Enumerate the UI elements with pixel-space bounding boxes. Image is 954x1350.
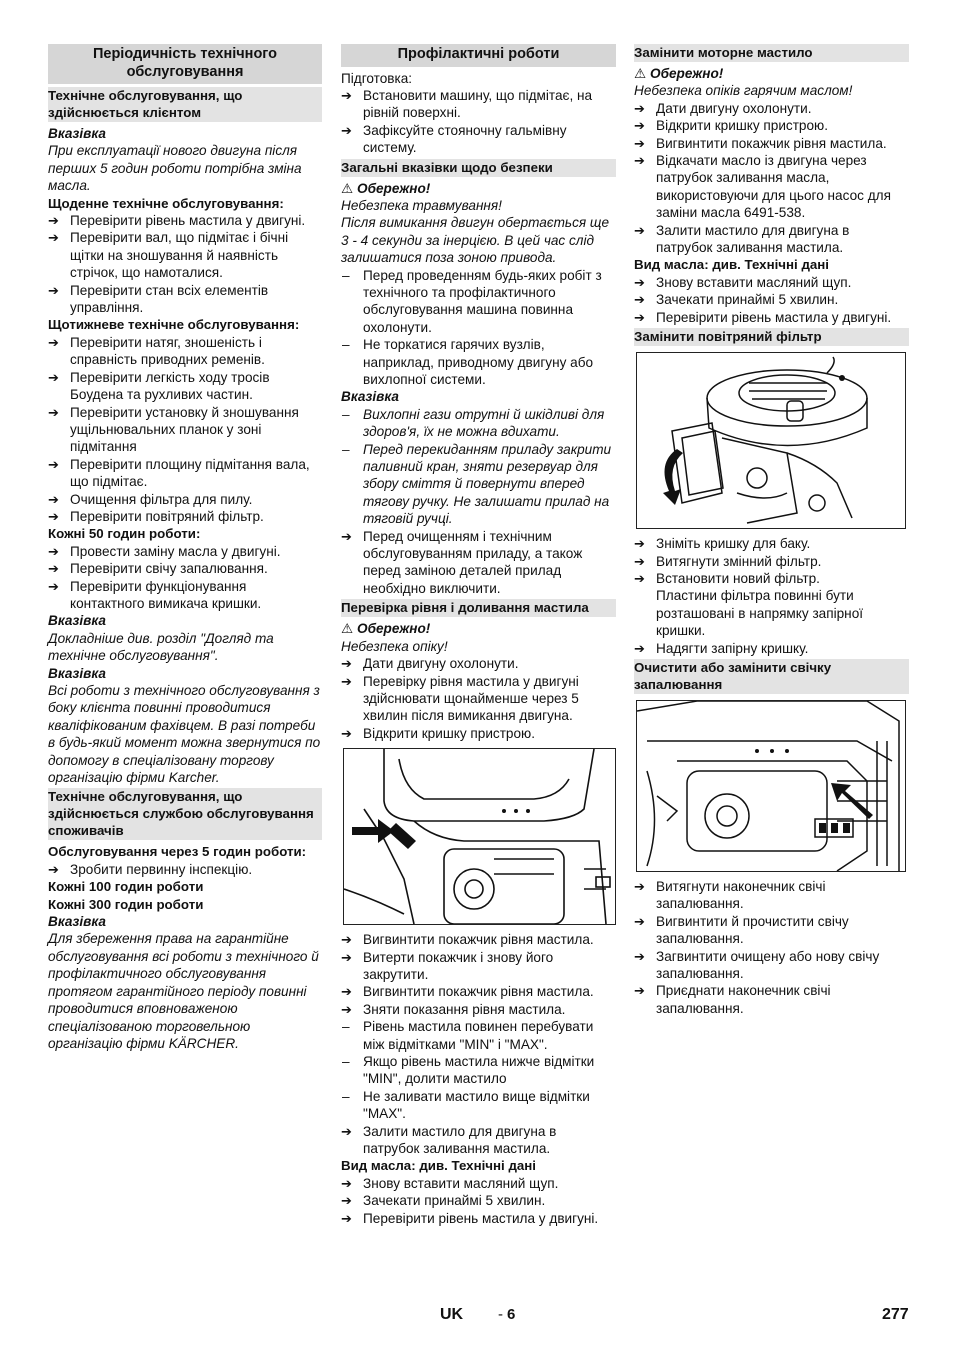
list-item: ➔ Вигвинтити й прочистити свічу запалювання.: [634, 913, 909, 948]
note-text: При експлуатації нового двигуна після перших 5 годин роботи потрібна зміна масла.: [48, 143, 302, 194]
list-item: ➔ Перед очищенням і технічним обслуговуванням приладу, а також перед заміною деталей прилад необхідно виключити.: [341, 528, 616, 598]
list-item: ➔ Перевірити рівень мастила у двигуні.: [48, 212, 322, 229]
heading-5-hours: Обслуговування через 5 годин роботи:: [48, 844, 307, 860]
list-item: – Перед проведенням будь-яких робіт з технічного та профілактичного обслуговування машина повинна охолонути.: [341, 267, 616, 337]
heading-client-maintenance: Технічне обслуговування, що здійснюється клієнтом: [48, 87, 322, 122]
prep-label: Підготовка:: [341, 70, 413, 86]
list-item: – Не заливати мастило вище відмітки "MAX".: [341, 1088, 616, 1123]
list-item: ➔ Витягнути змінний фільтр.: [634, 553, 909, 570]
list-item: ➔ Витерти покажчик і знову його закрутити.: [341, 949, 616, 984]
oil-type-reference: Вид масла: див. Технічні дані: [634, 257, 830, 273]
list-item: – Рівень мастила повинен перебувати між відмітками "MIN" і "MAX".: [341, 1018, 616, 1053]
list-item: ➔ Вигвинтити покажчик рівня мастила.: [634, 135, 909, 152]
heading-oil-check: Перевірка рівня і доливання мастила: [341, 599, 616, 617]
list-item: ➔ Знову вставити масляний щуп.: [634, 274, 909, 291]
warning-triangle-icon: ⚠: [634, 66, 647, 81]
section-title-maintenance-schedule: Періодичність технічного обслуговування: [48, 44, 322, 84]
list-item: ➔ Перевірити легкість ходу тросів Боудена та рухливих частин.: [48, 369, 322, 404]
note-label: Вказівка: [48, 126, 106, 141]
list-item: ➔ Зніміть кришку для баку.: [634, 535, 909, 552]
list-item: ➔ Вигвинтити покажчик рівня мастила.: [341, 931, 616, 948]
list-item: ➔ Зняти показання рівня мастила.: [341, 1001, 616, 1018]
list-item: – Якщо рівень мастила нижче відмітки "MIN", долити мастило: [341, 1053, 616, 1088]
note-text: Для збереження права на гарантійне обслуговування всі роботи з технічного й профілактичного обслуговування протягом гарантійного періоду повинні проводитися вповноваженою спеціалізованою торговельною організацію фірми KÄRCHER.: [48, 931, 319, 1051]
heading-spark-plug: Очистити або замінити свічку запалювання: [634, 659, 909, 694]
engine-air-filter-illustration: [637, 353, 905, 528]
warning-triangle-icon: ⚠: [341, 180, 354, 196]
list-item: ➔ Дати двигуну охолонути.: [341, 655, 616, 672]
note-text: Докладніше див. розділ "Догляд та технічне обслуговування".: [48, 630, 274, 664]
warning-text: Небезпека опіку!: [341, 638, 448, 654]
heading-weekly: Щотижневе технічне обслуговування:: [48, 317, 300, 333]
column-middle: [341, 43, 616, 1227]
list-item: ➔ Перевірити повітряний фільтр.: [48, 508, 322, 525]
heading-50-hours: Кожні 50 годин роботи:: [48, 526, 201, 542]
list-item: ➔ Перевірити рівень мастила у двигуні.: [634, 309, 909, 326]
list-item: ➔ Перевірити рівень мастила у двигуні.: [341, 1210, 616, 1227]
oil-type-reference: Вид масла: див. Технічні дані: [341, 1158, 537, 1174]
list-item: – Вихлопні гази отрутні й шкідливі для здоров'я, їх не можна вдихати.: [341, 406, 616, 441]
figure-air-filter: [636, 352, 906, 529]
warning-label: ⚠ Обережно!: [341, 621, 431, 637]
section-page-number: - 6: [498, 1306, 516, 1323]
list-item: ➔ Зачекати принаймі 5 хвилин.: [634, 291, 909, 308]
column-right: [634, 43, 909, 1017]
list-item: ➔ Дати двигуну охолонути.: [634, 100, 909, 117]
heading-oil-change: Замінити моторне мастило: [634, 44, 909, 62]
list-item: – Перед перекиданням приладу закрити паливний кран, зняти резервуар для збору сміття й повернути вперед тягову ручку. Не залишати прилад на тяговій ручці.: [341, 441, 616, 528]
list-item: ➔ Перевірку рівня мастила у двигуні здійснювати щонайменше через 5 хвилин після вимикання двигуна.: [341, 673, 616, 725]
list-item: ➔ Зафіксуйте стояночну гальмівну систему.: [341, 122, 616, 157]
note-text: Всі роботи з технічного обслуговування з боку клієнта повинні проводитися кваліфікованим фахівцем. В разі потреби в будь-який момент можна звернутися по допомогу в спеціалізовану торгову організацію фірми Karcher.: [48, 683, 321, 786]
page-footer: [0, 1306, 954, 1330]
list-item: ➔ Залити мастило для двигуна в патрубок заливання мастила.: [341, 1123, 616, 1158]
heading-daily: Щоденне технічне обслуговування:: [48, 195, 284, 211]
list-item: ➔ Перевірити вал, що підмітає і бічні щітки на зношування й наявність стрічок, що намоталися.: [48, 229, 322, 281]
list-item: ➔ Провести заміну масла у двигуні.: [48, 543, 322, 560]
list-item: ➔ Перевірити свічу запалювання.: [48, 560, 322, 577]
warning-text: Після вимикання двигун обертається ще 3 - 4 секунди за інерцією. В цей час слід залишатися поза зоною привода.: [341, 215, 610, 266]
list-item: ➔ Перевірити установку й зношування ущільнювальних планок у зоні підмітання: [48, 404, 322, 456]
list-item: ➔ Очищення фільтра для пилу.: [48, 491, 322, 508]
list-item: ➔ Встановити новий фільтр.: [634, 570, 909, 587]
heading-safety: Загальні вказівки щодо безпеки: [341, 159, 616, 177]
list-item: ➔ Перевірити площину підмітання вала, що підмітає.: [48, 456, 322, 491]
list-item: ➔ Знову вставити масляний щуп.: [341, 1175, 616, 1192]
figure-oil-dipstick: [343, 748, 616, 925]
list-item: ➔ Зробити первинну інспекцію.: [48, 861, 322, 878]
engine-dipstick-illustration: [344, 749, 615, 924]
list-item: ➔ Відкрити кришку пристрою.: [341, 725, 616, 742]
heading-300-hours: Кожні 300 годин роботи: [48, 896, 204, 912]
heading-100-hours: Кожні 100 годин роботи: [48, 879, 204, 895]
engine-spark-plug-illustration: [637, 701, 905, 871]
list-item: ➔ Надягти запірну кришку.: [634, 640, 909, 657]
list-item: ➔ Відкачати масло із двигуна через патрубок заливання масла, використовуючи для цього насос для заміни масла 6491-538.: [634, 152, 909, 222]
note-label: Вказівка: [48, 665, 106, 681]
list-item: ➔ Перевірити натяг, зношеність і справність приводних ременів.: [48, 334, 322, 369]
warning-label: ⚠ Обережно!: [634, 66, 724, 81]
warning-text: Небезпека травмування!: [341, 197, 502, 213]
filter-note: Пластини фільтра повинні бути розташовані в напрямку запірної кришки.: [656, 588, 864, 639]
warning-label: ⚠ Обережно!: [341, 180, 431, 196]
list-item: ➔ Витягнути наконечник свічі запалювання.: [634, 878, 909, 913]
heading-service-maintenance: Технічне обслуговування, що здійснюється службою обслуговування споживачів: [48, 788, 322, 840]
note-label: Вказівка: [48, 613, 106, 629]
list-item: ➔ Приєднати наконечник свічі запалювання.: [634, 982, 909, 1017]
list-item: – Не торкатися гарячих вузлів, наприклад, приводному двигуну або вихлопної системи.: [341, 336, 616, 388]
note-label: Вказівка: [48, 914, 106, 930]
list-item: ➔ Зачекати принаймі 5 хвилин.: [341, 1192, 616, 1209]
list-item: ➔ Залити мастило для двигуна в патрубок заливання мастила.: [634, 222, 909, 257]
warning-text: Небезпека опіків гарячим маслом!: [634, 83, 853, 99]
column-left: [48, 43, 322, 1052]
list-item: ➔ Встановити машину, що підмітає, на рівній поверхні.: [341, 87, 616, 122]
list-item: ➔ Перевірити функціонування контактного вимикача кришки.: [48, 578, 322, 613]
figure-spark-plug: [636, 700, 906, 872]
list-item: ➔ Загвинтити очищену або нову свічу запалювання.: [634, 948, 909, 983]
list-item: ➔ Вигвинтити покажчик рівня мастила.: [341, 983, 616, 1000]
list-item: ➔ Відкрити кришку пристрою.: [634, 117, 909, 134]
language-code: UK: [440, 1306, 464, 1323]
list-item: ➔ Перевірити стан всіх елементів управління.: [48, 282, 322, 317]
heading-air-filter: Замінити повітряний фільтр: [634, 328, 909, 346]
section-title-preventive-work: Профілактичні роботи: [341, 44, 616, 67]
warning-triangle-icon: ⚠: [341, 621, 354, 637]
note-label: Вказівка: [341, 389, 399, 405]
page-number: 277: [882, 1306, 909, 1323]
